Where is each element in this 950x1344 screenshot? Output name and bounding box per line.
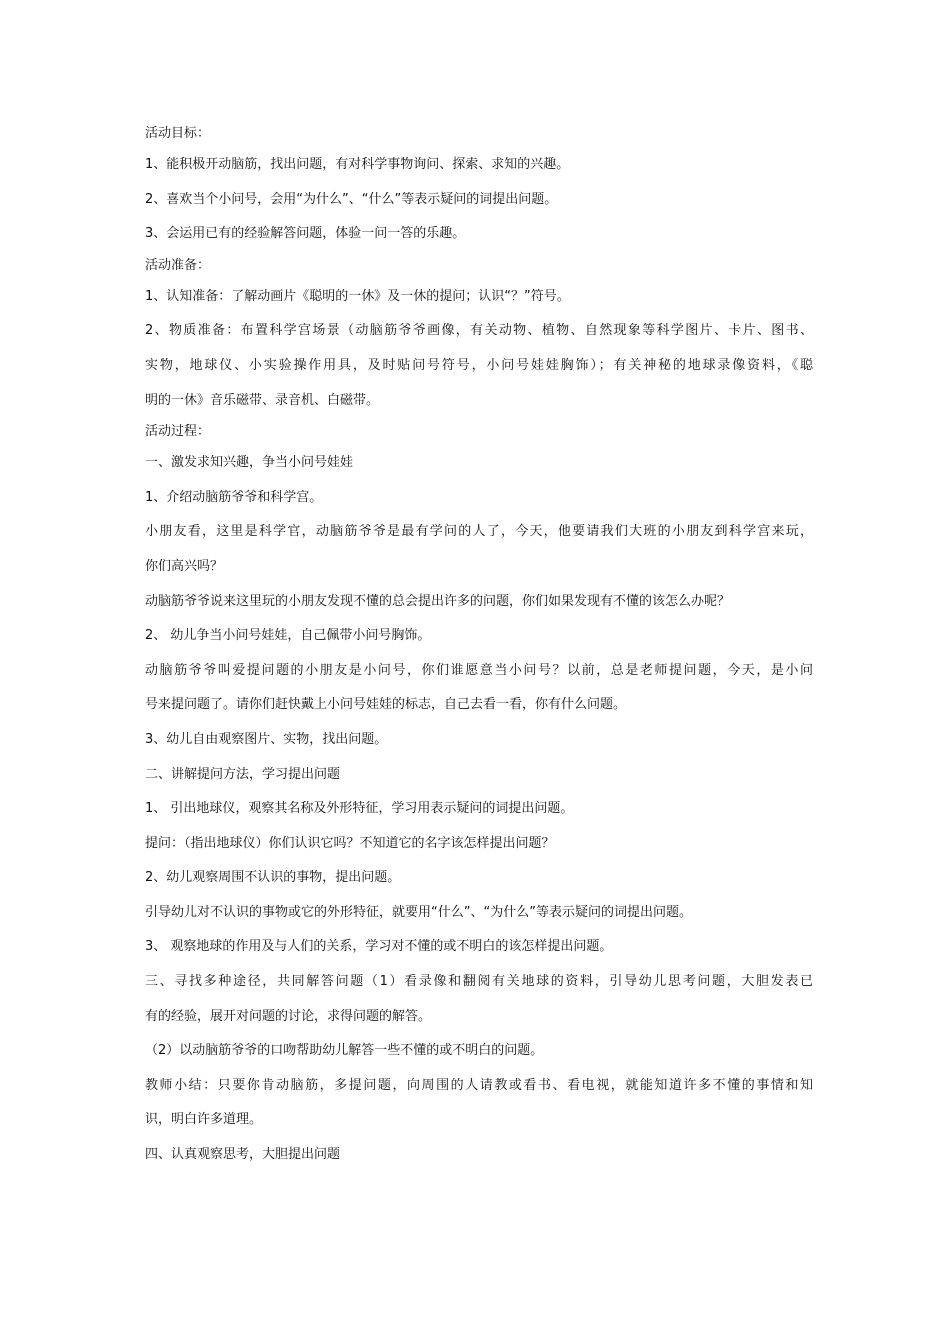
text-line: 1、认知准备：了解动画片《聪明的一休》及一休的提问；认识“？”符号。: [145, 288, 570, 304]
text-line: 明的一休》音乐磁带、录音机、白磁带。: [145, 392, 380, 408]
text-line: 活动过程：: [145, 424, 211, 440]
text-line: 动脑筋爷爷叫爱提问题的小朋友是小问号，你们谁愿意当小问号？以前，总是老师提问题，今天，是小问: [145, 662, 813, 678]
text-line: 活动准备：: [145, 257, 211, 273]
text-line: 2、物质准备：布置科学宫场景（动脑筋爷爷画像，有关动物、植物、自然现象等科学图片、卡片、图书、: [145, 323, 813, 339]
text-line: 3、 观察地球的作用及与人们的关系，学习对不懂的或不明白的该怎样提出问题。: [145, 939, 613, 955]
text-line: 3、会运用已有的经验解答问题，体验一问一答的乐趣。: [145, 226, 466, 242]
text-line: 识，明白许多道理。: [145, 1112, 263, 1128]
text-line: 有的经验，展开对问题的讨论，求得问题的解答。: [145, 1008, 432, 1024]
text-line: 2、 幼儿争当小问号娃娃，自己佩带小问号胸饰。: [145, 628, 431, 644]
text-line: 2、幼儿观察周围不认识的事物，提出问题。: [145, 870, 401, 886]
text-line: 1、能积极开动脑筋，找出问题，有对科学事物询问、探索、求知的兴趣。: [145, 157, 570, 172]
text-line: 1、 引出地球仪，观察其名称及外形特征，学习用表示疑问的词提出问题。: [145, 801, 574, 817]
text-line: 小朋友看，这里是科学官，动脑筋爷爷是最有学问的人了，今天，他要请我们大班的小朋友到科学宫来玩，: [145, 524, 813, 540]
text-line: 号来提问题了。请你们赶快戴上小问号娃娃的标志，自己去看一看，你有什么问题。: [145, 697, 627, 713]
text-line: 四、认真观察思考，大胆提出问题: [145, 1147, 341, 1163]
document-page: [145, 120, 813, 1173]
text-line: 一、激发求知兴趣，争当小问号娃娃: [145, 455, 354, 471]
text-line: 三、寻找多种途径，共同解答问题（1）看录像和翻阅有关地球的资料，引导幼儿思考问题，大胆发表已: [145, 974, 813, 990]
text-line: 实物，地球仪、小实验操作用具，及时贴问号符号，小问号娃娃胸饰）；有关神秘的地球录像资料，《聪: [145, 357, 813, 373]
text-line: 引导幼儿对不认识的事物或它的外形特征，就要用“什么”、“为什么”等表示疑问的词提出问题。: [145, 904, 692, 920]
text-line: 活动目标：: [145, 126, 211, 141]
text-line: 提问：（指出地球仪）你们认识它吗？不知道它的名字该怎样提出问题？: [145, 835, 555, 851]
text-line: 1、介绍动脑筋爷爷和科学宫。: [145, 489, 323, 505]
text-line: （2）以动脑筋爷爷的口吻帮助幼儿解答一些不懂的或不明白的问题。: [145, 1043, 544, 1059]
text-line: 教师小结：只要你肯动脑筋，多提问题，向周围的人请教或看书、看电视，就能知道许多不懂的事情和知: [145, 1077, 813, 1093]
text-line: 2、喜欢当个小问号，会用“为什么”、“什么”等表示疑问的词提出问题。: [145, 191, 558, 207]
text-line: 二、讲解提问方法，学习提出问题: [145, 766, 341, 782]
text-line: 你们高兴吗？: [145, 558, 224, 574]
text-line: 3、幼儿自由观察图片、实物，找出问题。: [145, 731, 388, 747]
text-line: 动脑筋爷爷说来这里玩的小朋友发现不懂的总会提出许多的问题，你们如果发现有不懂的该怎么办呢？: [145, 593, 731, 609]
